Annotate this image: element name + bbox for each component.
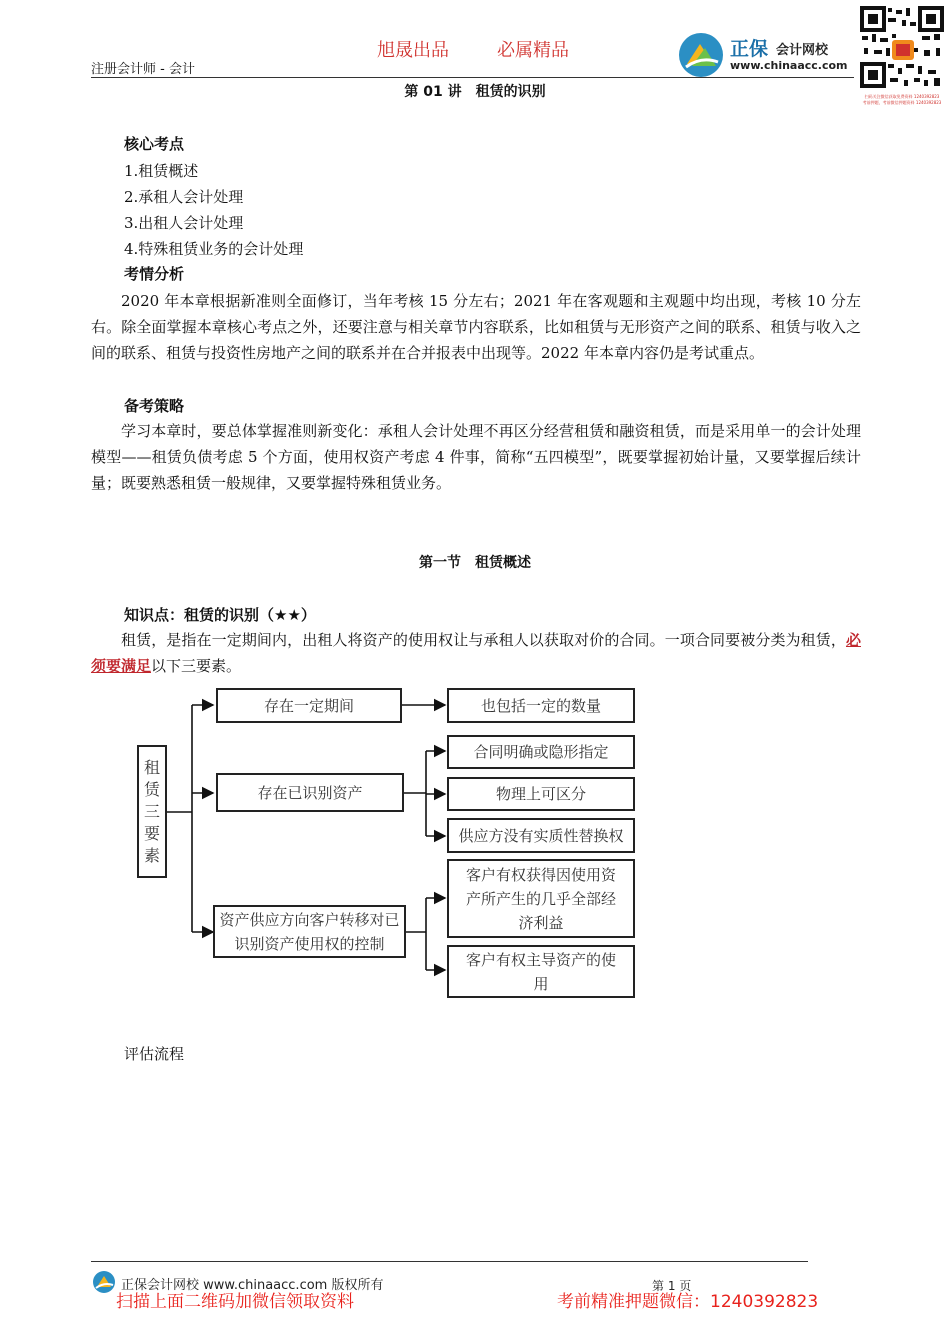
lecture-title: 第 01 讲 租赁的识别 — [404, 84, 546, 100]
diagram-level2-box: 物理上可区分 — [447, 777, 635, 811]
eval-flow-label: 评估流程 — [124, 1045, 185, 1063]
diagram-level2-box: 客户有权主导资产的使用 — [447, 945, 635, 998]
diagram-level1-box: 资产供应方向客户转移对已识别资产使用权的控制 — [213, 905, 406, 958]
diagram-root-box: 租赁三要素 — [137, 745, 167, 878]
footer-promo-left: 扫描上面二维码加微信领取资料 — [116, 1292, 354, 1312]
knowledge-text-before: 租赁，是指在一定期间内，出租人将资产的使用权让与承租人以获取对价的合同。一项合同要被分类为租赁， — [121, 631, 846, 649]
core-item: 3.出租人会计处理 — [124, 214, 244, 232]
core-heading: 核心考点 — [124, 135, 185, 153]
diagram-level2-box: 合同明确或隐形指定 — [447, 735, 635, 769]
strategy-heading: 备考策略 — [124, 397, 185, 415]
diagram-level2-box: 客户有权获得因使用资产所产生的几乎全部经济利益 — [447, 859, 635, 938]
knowledge-emphasis: 必须要满足 — [91, 631, 861, 675]
course-label: 注册会计师 - 会计 — [91, 62, 195, 77]
footer-page-number: 第 1 页 — [652, 1279, 692, 1293]
analysis-text: 2020 年本章根据新准则全面修订，当年考核 15 分左右；2021 年在客观题和主观题中均出现，考核 10 分左右。除全面掌握本章核心考点之外，还要注意与相关章节内容联系，比如租赁与无形资产之间的联系、租赁与收入之间的联系、租赁与投资性房地产之间的联系并在合并报表中出现等。2022 年本章内容仍是考试重点。 — [91, 292, 861, 362]
logo-url: www.chinaacc.com — [730, 59, 848, 72]
diagram-level1-box: 存在已识别资产 — [216, 773, 404, 812]
slogan-right: 必属精品 — [497, 40, 569, 61]
core-item: 2.承租人会计处理 — [124, 188, 244, 206]
analysis-heading: 考情分析 — [124, 265, 185, 283]
qr-caption-2: 考前押题，考前微信押题资料 1240392823 — [862, 100, 942, 105]
core-item: 1.租赁概述 — [124, 162, 199, 180]
footer-copyright: 正保会计网校 www.chinaacc.com 版权所有 — [121, 1278, 384, 1293]
diagram-level2-box: 也包括一定的数量 — [447, 688, 635, 723]
core-item: 4.特殊租赁业务的会计处理 — [124, 240, 304, 258]
knowledge-heading: 知识点：租赁的识别（★★） — [124, 606, 316, 624]
section-title: 第一节 租赁概述 — [419, 555, 531, 571]
footer-promo-right: 考前精准押题微信：1240392823 — [557, 1292, 819, 1312]
logo-subname: 会计网校 — [776, 43, 829, 58]
diagram-level1-box: 存在一定期间 — [216, 688, 402, 723]
footer-logo-icon — [92, 1270, 116, 1294]
qr-caption-1: 扫码关注微信获取免费资料 1240392823 — [864, 94, 940, 99]
diagram-level2-box: 供应方没有实质性替换权 — [447, 818, 635, 853]
logo-name: 正保 — [730, 38, 769, 60]
knowledge-text-after: 以下三要素。 — [151, 657, 242, 675]
strategy-text: 学习本章时，要总体掌握准则新变化：承租人会计处理不再区分经营租赁和融资租赁，而是采用单一的会计处理模型——租赁负债考虑 5 个方面，使用权资产考虑 4 件事，简称“五四模型”，既要掌握初始计量，又要掌握后续计量；既要熟悉租赁一般规律，又要掌握特殊租赁业务。 — [91, 422, 861, 492]
slogan-left: 旭晟出品 — [377, 40, 449, 61]
footer-divider — [91, 1261, 808, 1262]
